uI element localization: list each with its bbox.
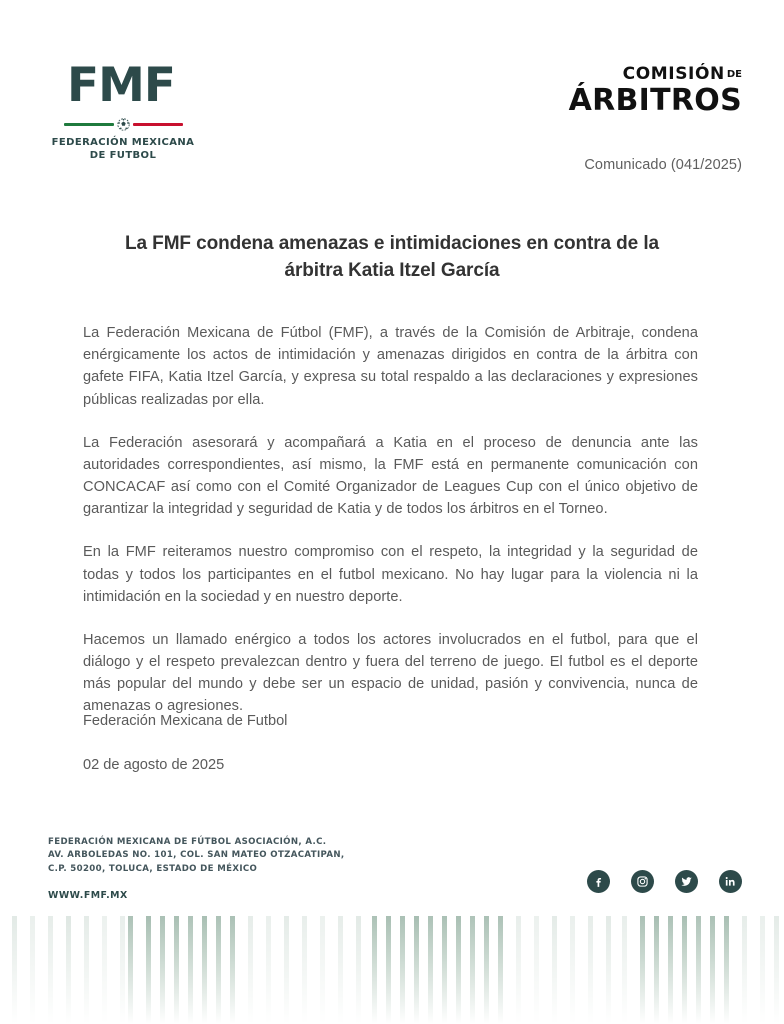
- comision-arbitros-logo: [569, 62, 742, 117]
- decorative-stripe: [570, 916, 575, 1024]
- decorative-stripe: [414, 916, 419, 1024]
- decorative-stripe: [534, 916, 539, 1024]
- body-paragraph: La Federación asesorará y acompañará a Katia en el proceso de denuncia ante las autoridades correspondientes, así mismo, la FMF está en permanente comunicación con CONCACAF así como con el Comité Organizador de Leagues Cup con el único objetivo de garantizar la integridad y seguridad de Katia y de todos los árbitros en el Torneo.: [83, 434, 698, 518]
- page-title: La FMF condena amenazas e intimidaciones en contra de la árbitra Katia Itzel García: [125, 232, 659, 281]
- decorative-stripe: [202, 916, 207, 1024]
- linkedin-icon[interactable]: [719, 870, 742, 893]
- signature-organization: Federación Mexicana de Futbol: [83, 713, 288, 729]
- arbitros-text: ÁRBITROS: [568, 83, 742, 118]
- comunicado-reference: Comunicado (041/2025): [584, 157, 742, 173]
- decorative-stripe: [174, 916, 179, 1024]
- instagram-icon[interactable]: [631, 870, 654, 893]
- decorative-stripe: [428, 916, 433, 1024]
- decorative-stripe: [338, 916, 343, 1024]
- twitter-icon[interactable]: [675, 870, 698, 893]
- footer-address-line: C.P. 50200, TOLUCA, ESTADO DE MÉXICO: [48, 863, 258, 874]
- decorative-stripe: [84, 916, 89, 1024]
- fmf-logo-subtitle-line1: FEDERACIÓN MEXICANA: [51, 137, 195, 148]
- decorative-stripe: [102, 916, 107, 1024]
- decorative-stripe: [696, 916, 701, 1024]
- decorative-stripe: [552, 916, 557, 1024]
- decorative-stripe: [742, 916, 747, 1024]
- decorative-stripe: [248, 916, 253, 1024]
- decorative-stripe: [120, 916, 125, 1024]
- fmf-logo-subtitle-line2: DE FUTBOL: [89, 149, 157, 161]
- logo-rule: [56, 118, 190, 131]
- decorative-stripe: [588, 916, 593, 1024]
- facebook-icon[interactable]: [587, 870, 610, 893]
- decorative-stripe: [320, 916, 325, 1024]
- document-header: [48, 58, 742, 172]
- fmf-logo: [48, 58, 198, 162]
- decorative-stripe: [188, 916, 193, 1024]
- decorative-stripe: [48, 916, 53, 1024]
- decorative-stripe: [622, 916, 627, 1024]
- decorative-stripe: [606, 916, 611, 1024]
- body-paragraph: Hacemos un llamado enérgico a todos los actores involucrados en el futbol, para que el diálogo y el respeto prevalezcan dentro y fuera del terreno de juego. El futbol es el deporte más popular del mundo y debe ser un espacio de unidad, pasión y convivencia, nunca de amenazas o agresiones.: [83, 631, 698, 715]
- decorative-stripe: [640, 916, 645, 1024]
- body-paragraph: En la FMF reiteramos nuestro compromiso con el respeto, la integridad y la seguridad de todas y todos los participantes en el futbol mexicano. No hay lugar para la violencia ni la intimidación en la sociedad y en nuestro deporte.: [83, 544, 698, 605]
- decorative-stripe: [302, 916, 307, 1024]
- decorative-stripe: [456, 916, 461, 1024]
- decorative-stripe: [442, 916, 447, 1024]
- social-links: [587, 870, 742, 893]
- decorative-stripe: [710, 916, 715, 1024]
- decorative-stripe: [266, 916, 271, 1024]
- decorative-stripe: [160, 916, 165, 1024]
- decorative-stripe: [400, 916, 405, 1024]
- comision-text: COMISIÓN: [622, 64, 725, 84]
- decorative-stripe: [230, 916, 235, 1024]
- decorative-stripe: [386, 916, 391, 1024]
- decorative-stripe: [668, 916, 673, 1024]
- decorative-stripe: [12, 916, 17, 1024]
- decorative-stripe: [372, 916, 377, 1024]
- decorative-stripe: [774, 916, 779, 1024]
- fmf-logo-subtitle: [52, 137, 195, 162]
- decorative-stripes: [0, 916, 784, 1024]
- fmf-wordmark: FMF: [67, 58, 175, 113]
- decorative-stripe: [356, 916, 361, 1024]
- footer-address-line: AV. ARBOLEDAS NO. 101, COL. SAN MATEO OTZACATIPAN,: [48, 850, 345, 861]
- decorative-stripe: [516, 916, 521, 1024]
- logo-rule-green: [64, 123, 114, 126]
- comision-line: [569, 66, 742, 83]
- logo-rule-red: [133, 123, 183, 126]
- body-content: [83, 322, 698, 718]
- decorative-stripe: [470, 916, 475, 1024]
- decorative-stripe: [216, 916, 221, 1024]
- decorative-stripe: [484, 916, 489, 1024]
- decorative-stripe: [66, 916, 71, 1024]
- decorative-stripe: [654, 916, 659, 1024]
- decorative-stripe: [128, 916, 133, 1024]
- body-paragraph: La Federación Mexicana de Fútbol (FMF), a través de la Comisión de Arbitraje, condena enérgicamente los actos de intimidación y amenazas dirigidos en contra de la árbitra con gafete FIFA, Katia Itzel García, y expresa su total respaldo a las declaraciones y expresiones públicas realizadas por ella.: [83, 325, 698, 408]
- footer-address-line: FEDERACIÓN MEXICANA DE FÚTBOL ASOCIACIÓN, A.C.: [48, 837, 327, 847]
- comision-de-text: DE: [726, 69, 742, 80]
- decorative-stripe: [760, 916, 765, 1024]
- signature-date: 02 de agosto de 2025: [83, 756, 225, 773]
- decorative-stripe: [30, 916, 35, 1024]
- decorative-stripe: [146, 916, 151, 1024]
- decorative-stripe: [284, 916, 289, 1024]
- decorative-stripe: [682, 916, 687, 1024]
- decorative-stripe: [724, 916, 729, 1024]
- footer-website[interactable]: WWW.FMF.MX: [48, 889, 128, 901]
- decorative-stripe: [498, 916, 503, 1024]
- soccer-ball-icon: [117, 118, 130, 131]
- document-footer: [48, 836, 742, 908]
- signature-block: [83, 711, 287, 777]
